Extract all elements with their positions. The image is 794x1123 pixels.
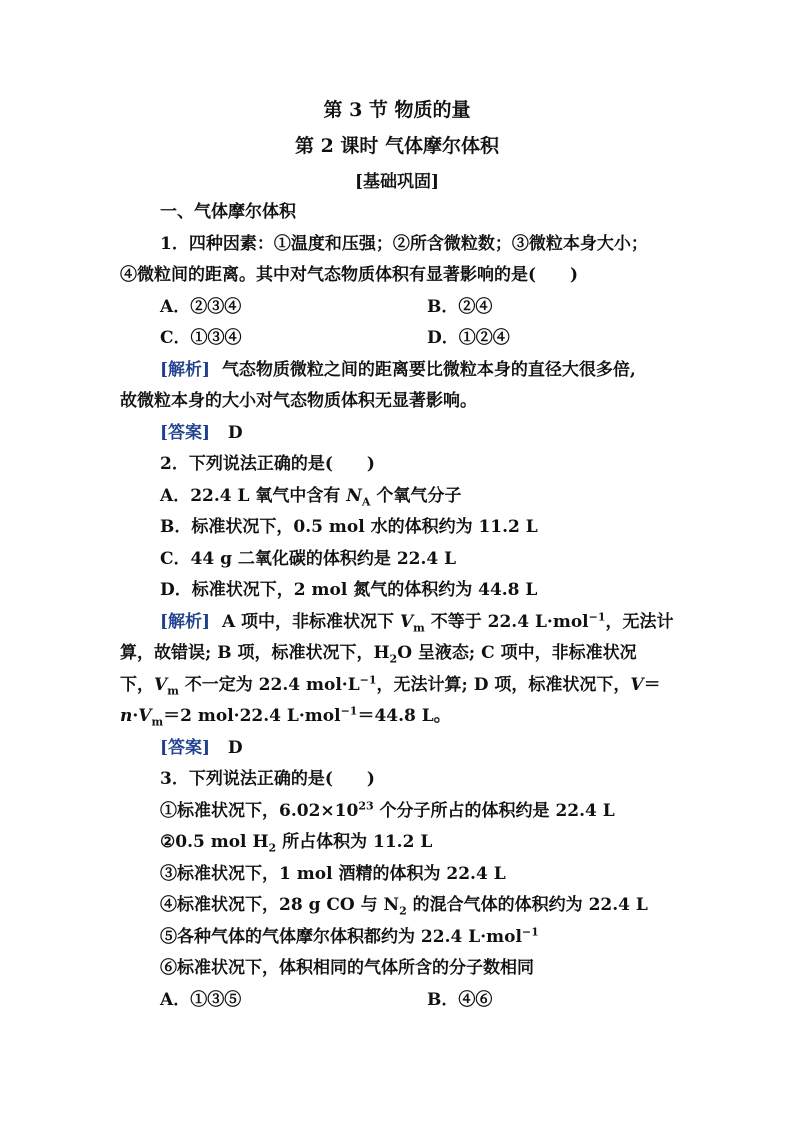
answer-tag: [答案] bbox=[160, 738, 211, 758]
q3-statement-2: ②0.5 mol $H_2$ 所占体积为 11.2 L bbox=[160, 832, 433, 855]
q1-analysis-line2: 故微粒本身的大小对气态物质体积无显著影响。 bbox=[120, 391, 477, 411]
lesson-title: 第 2 课时 气体摩尔体积 bbox=[294, 135, 500, 157]
q3-statement-1: ①标准状况下，$6.02\times 10^{23}$ 个分子所占的体积约是 22.4 L bbox=[160, 799, 615, 821]
q2-option-a: A．22.4 L 氧气中含有 $N_A$ 个氧气分子 bbox=[160, 486, 462, 509]
q1-stem-line2: ④微粒间的距离。其中对气态物质体积有显著影响的是( ) bbox=[120, 265, 579, 285]
q1-analysis-line1 bbox=[160, 359, 636, 381]
q2-option-c: C．44 g 二氧化碳的体积约是 22.4 L bbox=[160, 549, 457, 569]
q1-answer bbox=[160, 422, 243, 444]
q2-answer-value: D bbox=[227, 738, 243, 758]
section-title: 第 3 节 物质的量 bbox=[323, 99, 471, 121]
q2-analysis-line2: 算，故错误; B 项，标准状况下，$H_2O$ 呈液态; C 项中，非标准状况 bbox=[120, 643, 637, 666]
q3-option-b: B．④⑥ bbox=[427, 990, 493, 1010]
q3-statement-3: ③标准状况下，1 mol 酒精的体积为 22.4 L bbox=[160, 864, 506, 884]
analysis-tag: [解析] bbox=[160, 612, 211, 632]
q1-option-b: B．②④ bbox=[427, 297, 493, 317]
q2-option-d: D．标准状况下，2 mol 氮气的体积约为 44.8 L bbox=[160, 580, 538, 600]
q2-stem: 2．下列说法正确的是( ) bbox=[160, 454, 375, 474]
part-heading: 一、气体摩尔体积 bbox=[160, 202, 296, 222]
q1-analysis-text: 气态物质微粒之间的距离要比微粒本身的直径大很多倍, bbox=[221, 360, 636, 380]
q3-stem: 3．下列说法正确的是( ) bbox=[160, 769, 375, 789]
answer-tag: [答案] bbox=[160, 423, 211, 443]
q1-option-c: C．①③④ bbox=[160, 328, 242, 348]
q3-statement-5: ⑤各种气体的气体摩尔体积都约为 22.4 L·mol$^{-1}$ bbox=[160, 925, 539, 947]
q1-option-a: A．②③④ bbox=[160, 297, 242, 317]
consolidation-heading: [基础巩固] bbox=[354, 172, 440, 192]
q1-stem-line1: 1．四种因素：①温度和压强；②所含微粒数；③微粒本身大小； bbox=[160, 234, 648, 254]
q3-statement-4: ④标准状况下，28 g CO 与 $N_2$ 的混合气体的体积约为 22.4 L bbox=[160, 895, 648, 918]
q1-answer-value: D bbox=[227, 423, 243, 443]
q2-analysis-line1: [解析] A 项中，非标准状况下 $V_m$ 不等于 22.4 L·mol$^{-1}$，无法计 bbox=[160, 610, 674, 635]
q2-analysis-line4: $n\cdot V_m=2$ mol·22.4 L·mol$^{-1}$＝44.8 L。 bbox=[120, 704, 451, 729]
analysis-tag: [解析] bbox=[160, 360, 211, 380]
q1-option-d: D．①②④ bbox=[427, 328, 510, 348]
q2-answer bbox=[160, 737, 243, 759]
q2-option-b: B．标准状况下，0.5 mol 水的体积约为 11.2 L bbox=[160, 517, 538, 537]
q3-statement-6: ⑥标准状况下，体积相同的气体所含的分子数相同 bbox=[160, 958, 534, 978]
q2-analysis-line3: 下，$V_m$ 不一定为 22.4 $mol\cdot L^{-1}$，无法计算; D 项，标准状况下，V＝ bbox=[120, 673, 661, 698]
q3-option-a: A．①③⑤ bbox=[160, 990, 242, 1010]
